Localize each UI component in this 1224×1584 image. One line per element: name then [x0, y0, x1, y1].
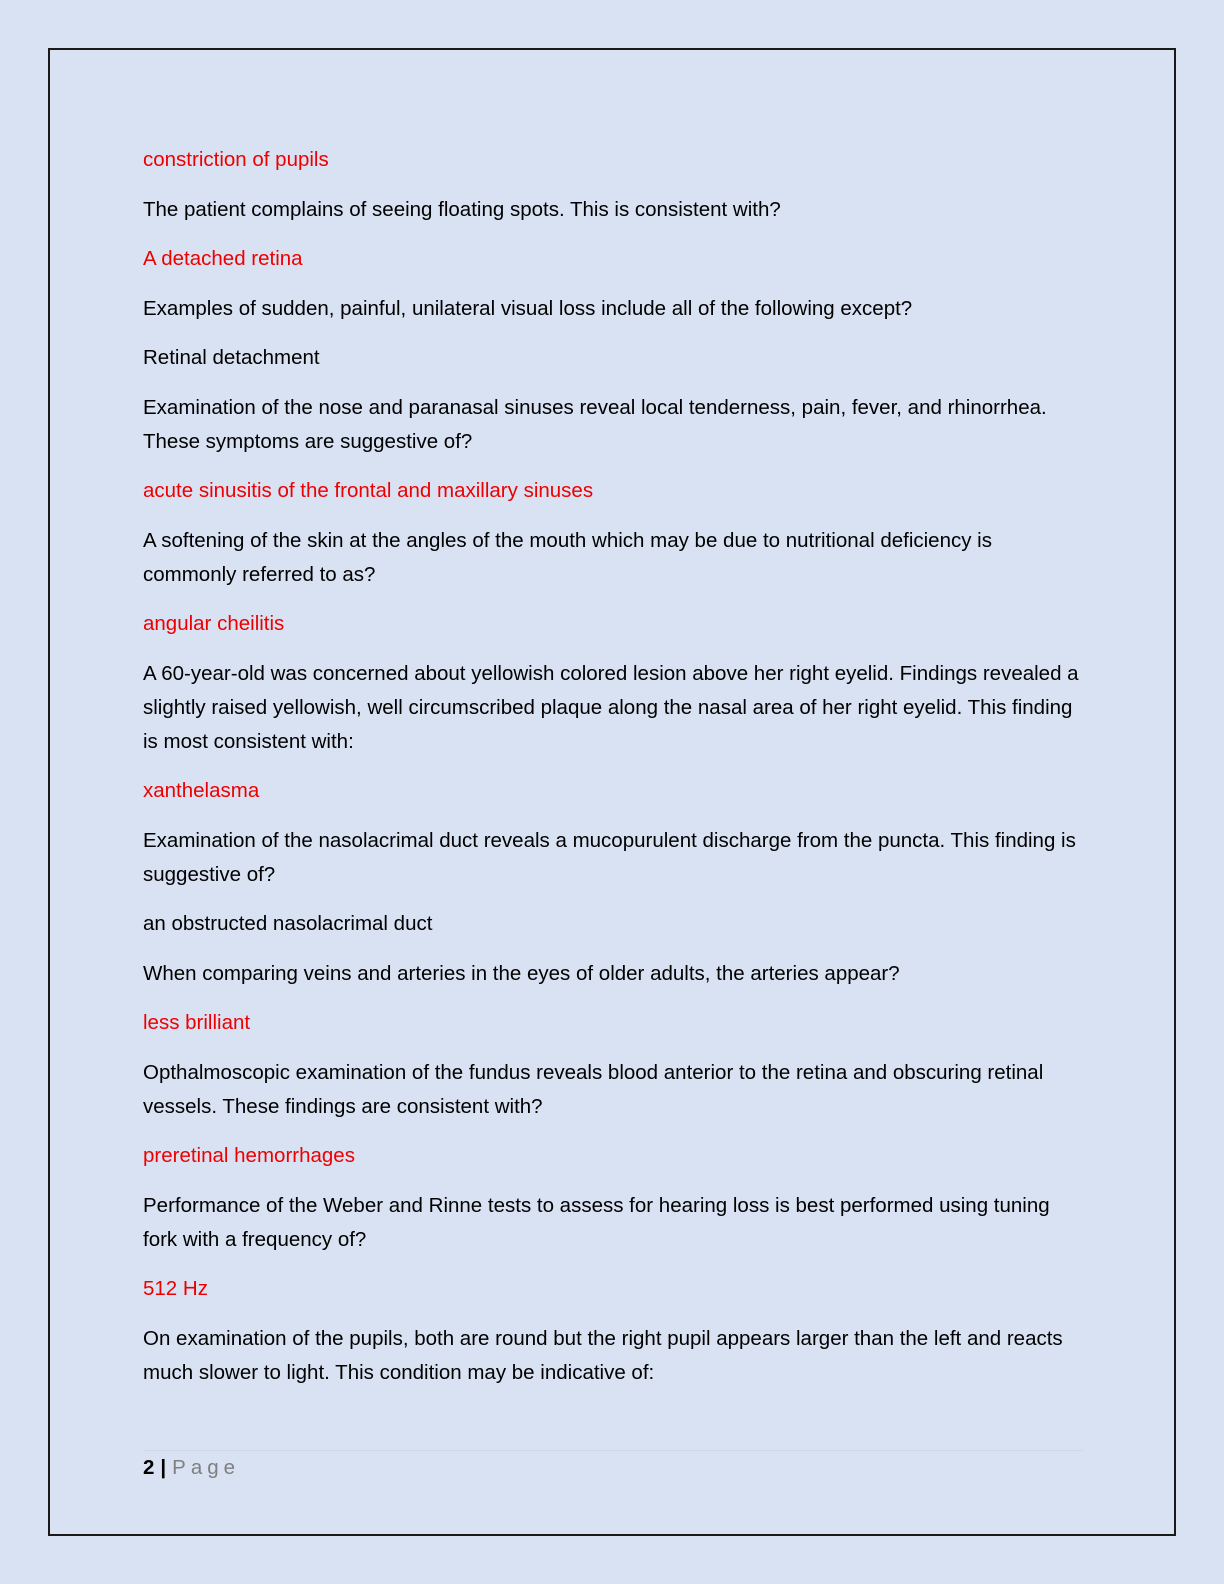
answer-text: 512 Hz [143, 1277, 208, 1300]
answer-text: angular cheilitis [143, 612, 285, 635]
answer-text: less brilliant [143, 1011, 251, 1034]
answer-text: an obstructed nasolacrimal duct [143, 912, 433, 935]
question-text: On examination of the pupils, both are round but the right pupil appears larger than the left and reacts much slower to light. This condition may be indicative of: [143, 1326, 1063, 1384]
question-text: Examination of the nose and paranasal sinuses reveal local tenderness, pain, fever, and rhinorrhea. These symptoms are suggestive of? [143, 395, 1047, 453]
answer-text: xanthelasma [143, 779, 260, 802]
page-label: Page [172, 1456, 241, 1479]
question-text: Examples of sudden, painful, unilateral visual loss include all of the following except? [143, 296, 913, 320]
page-number: 2 [143, 1456, 155, 1479]
question-text: The patient complains of seeing floating spots. This is consistent with? [143, 197, 781, 221]
answer-text: acute sinusitis of the frontal and maxillary sinuses [143, 479, 594, 502]
answer-text: constriction of pupils [143, 148, 329, 171]
page-footer [143, 1454, 240, 1482]
question-text: A 60-year-old was concerned about yellowish colored lesion above her right eyelid. Findings revealed a slightly raised yellowish, well circumscribed plaque along the nasal area of her right eyelid. This finding is most consistent with: [143, 661, 1079, 753]
question-text: When comparing veins and arteries in the eyes of older adults, the arteries appear? [143, 961, 900, 985]
answer-text: Retinal detachment [143, 346, 320, 369]
document-body [143, 143, 1083, 1405]
question-text: Performance of the Weber and Rinne tests to assess for hearing loss is best performed using tuning fork with a frequency of? [143, 1193, 1050, 1251]
question-text: A softening of the skin at the angles of the mouth which may be due to nutritional deficiency is commonly referred to as? [143, 528, 992, 586]
footer-divider [143, 1450, 1083, 1451]
footer-separator: | [160, 1456, 167, 1479]
answer-text: A detached retina [143, 247, 303, 270]
answer-text: preretinal hemorrhages [143, 1144, 355, 1167]
question-text: Opthalmoscopic examination of the fundus reveals blood anterior to the retina and obscuring retinal vessels. These findings are consistent with? [143, 1060, 1044, 1118]
question-text: Examination of the nasolacrimal duct reveals a mucopurulent discharge from the puncta. This finding is suggestive of? [143, 828, 1076, 886]
